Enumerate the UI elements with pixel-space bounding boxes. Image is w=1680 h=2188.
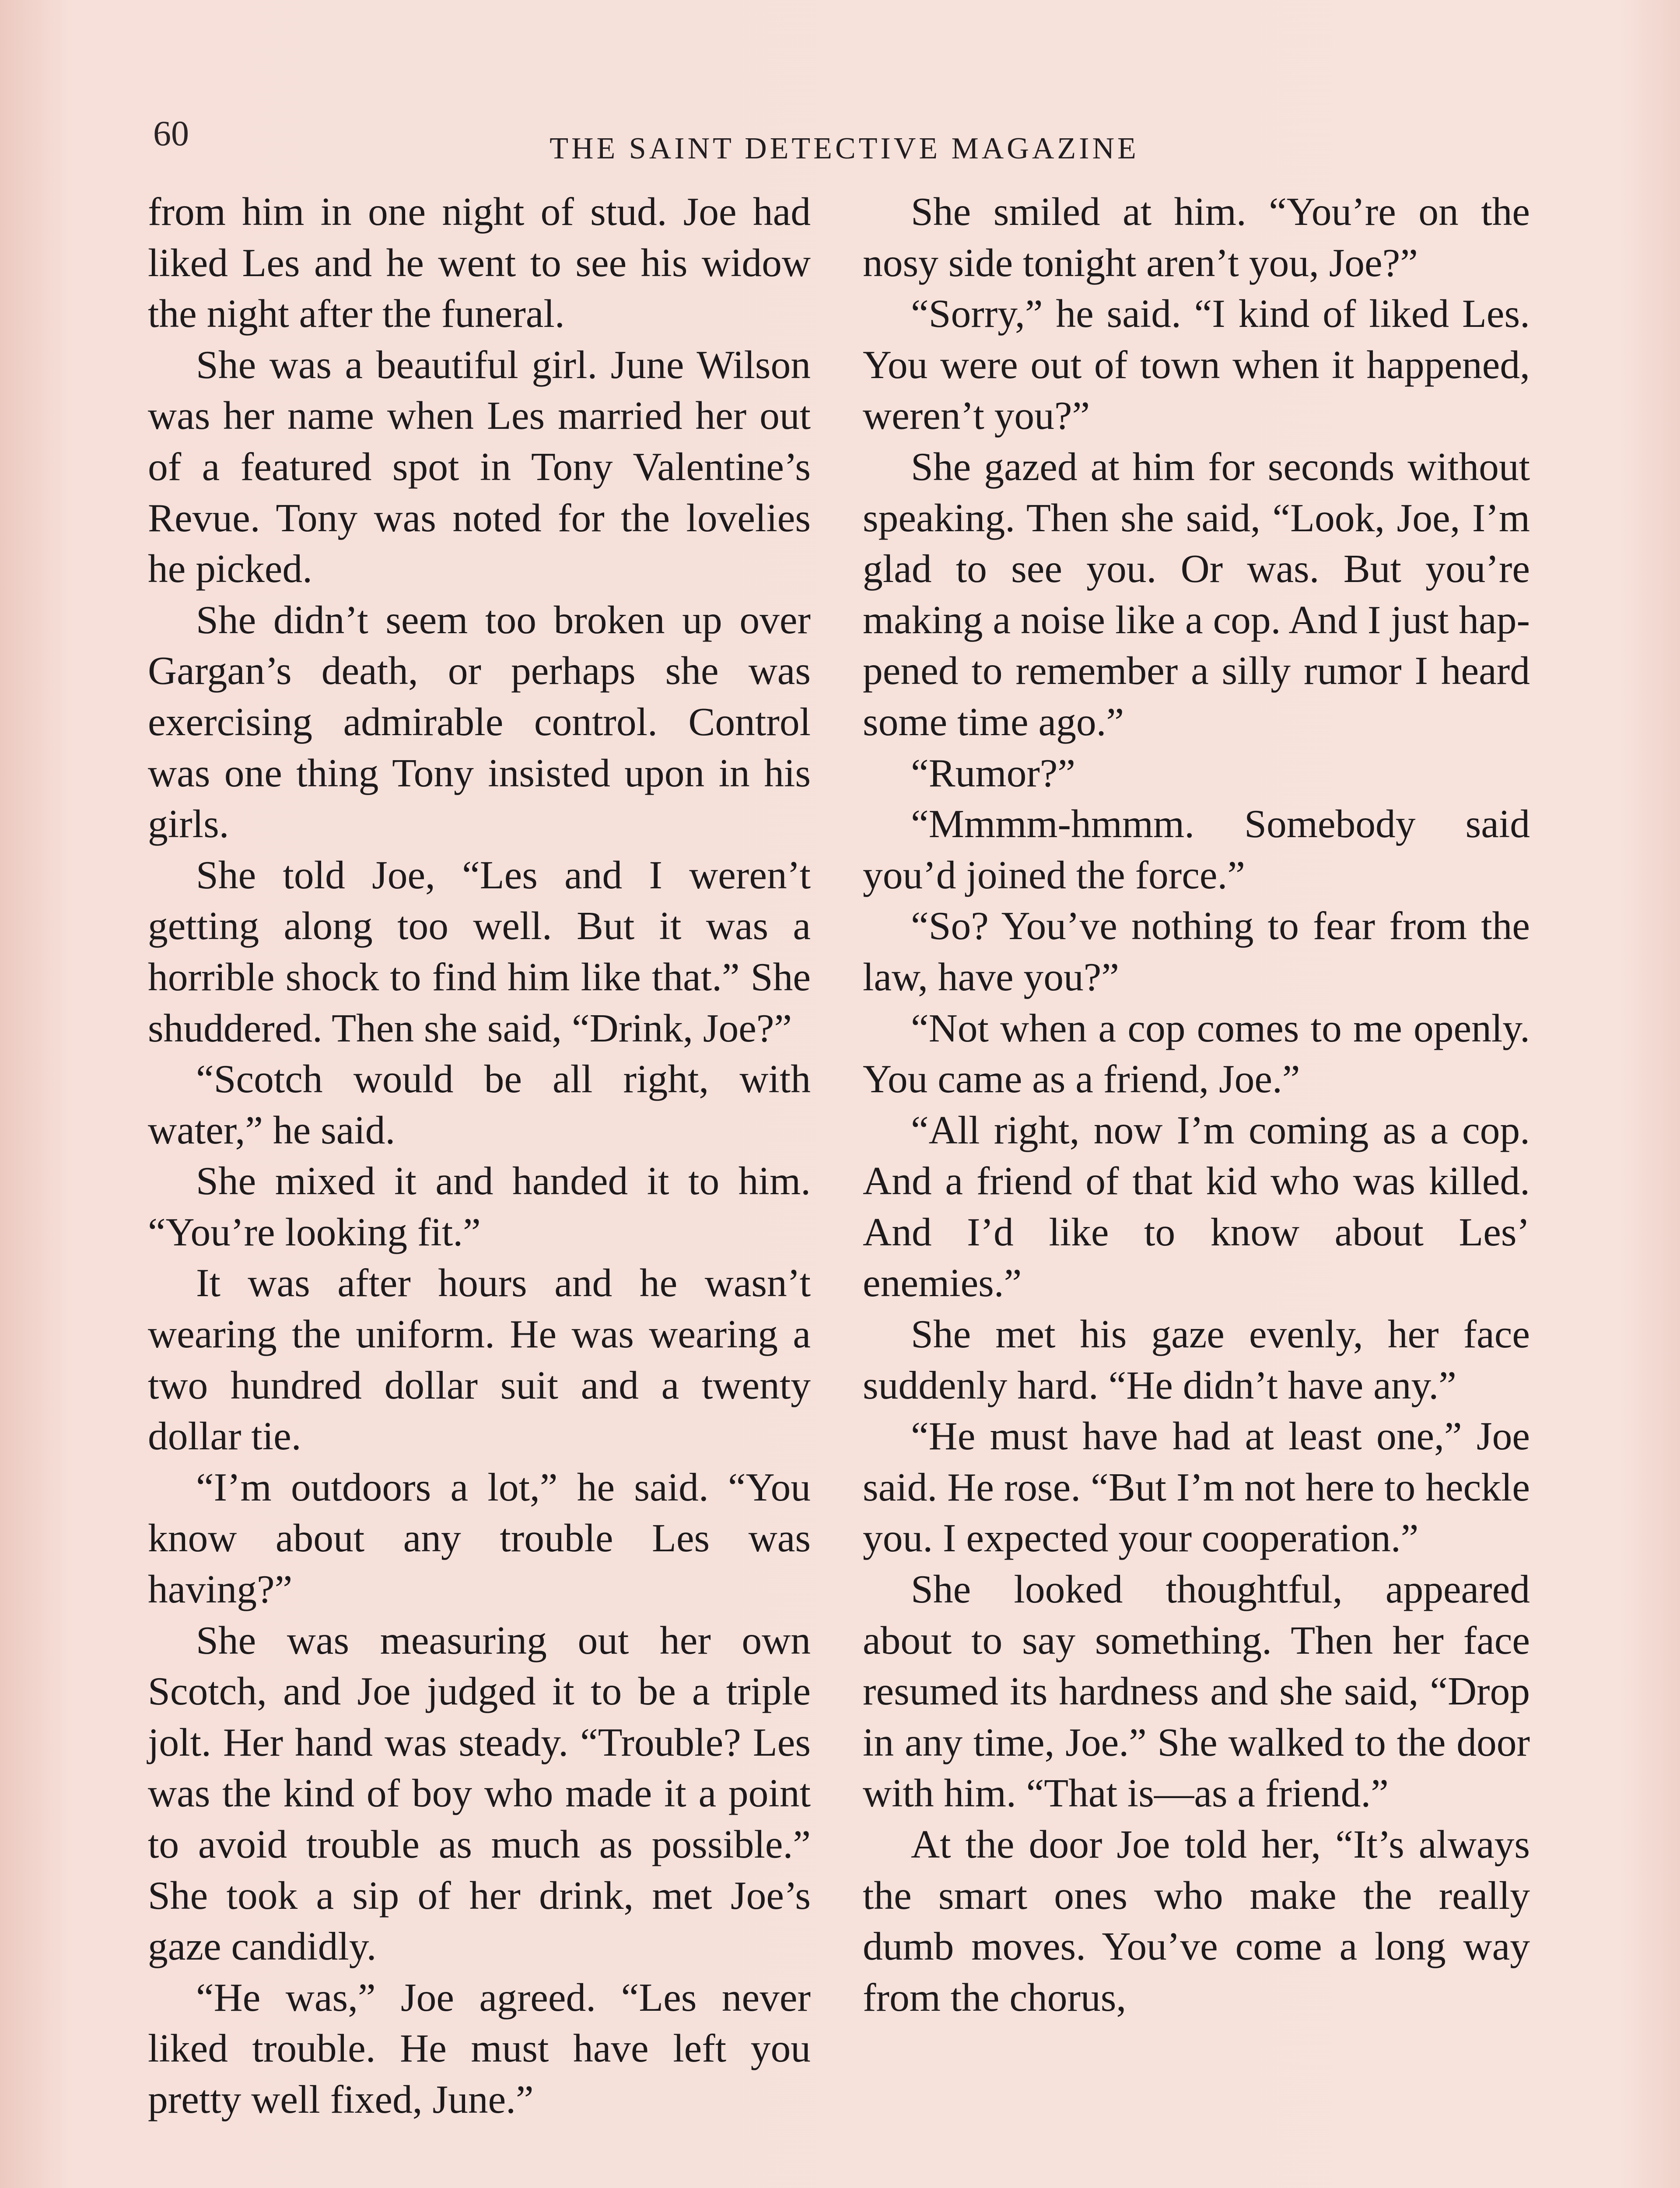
page-number: 60 <box>153 113 189 153</box>
paragraph: It was after hours and he wasn’t wearing the uniform. He was wearing a two hundred dollar suit and a twenty dollar tie. <box>148 1260 811 1459</box>
right-column <box>863 186 1530 2023</box>
paragraph: “All right, now I’m coming as a cop. And a friend of that kid who was killed. And I’d like to know about Les’ enemies.” <box>863 1107 1530 1305</box>
paragraph: “Scotch would be all right, with water,” he said. <box>148 1056 811 1152</box>
paragraph: She was a beautiful girl. June Wilson was her name when Les married her out of a featured spot in Tony Valentine’s Revue. Tony was noted for the lovelies he picked. <box>148 342 811 591</box>
paragraph: “Sorry,” he said. “I kind of liked Les. You were out of town when it happened, weren’t you?” <box>863 291 1530 438</box>
paragraph: She gazed at him for seconds without speaking. Then she said, “Look, Joe, I’m glad to see you. Or was. But you’re making a noise like a cop. And I just happened to remember a silly rumor I heard some time ago.” <box>863 444 1530 744</box>
paragraph: She was measuring out her own Scotch, and Joe judged it to be a triple jolt. Her hand was steady. “Trouble? Les was the kind of boy who made it a point to avoid trouble as much as possible.” She took a sip of her drink, met Joe’s gaze candidly. <box>148 1617 811 1969</box>
paragraph: She smiled at him. “You’re on the nosy side tonight aren’t you, Joe?” <box>863 189 1530 285</box>
paragraph: “Mmmm-hmmm. Somebody said you’d joined the force.” <box>863 801 1530 897</box>
paragraph: “Not when a cop comes to me openly. You came as a friend, Joe.” <box>863 1005 1530 1101</box>
paragraph: She met his gaze evenly, her face suddenly hard. “He didn’t have any.” <box>863 1311 1530 1407</box>
paragraph: She told Joe, “Les and I weren’t getting along too well. But it was a horrible shock to find him like that.” She shuddered. Then she said, “Drink, Joe?” <box>148 852 811 1050</box>
paragraph: She mixed it and handed it to him. “You’re looking fit.” <box>148 1158 811 1254</box>
paragraph: At the door Joe told her, “It’s always the smart ones who make the really dumb moves. You’ve come a long way from the chorus, <box>863 1822 1530 2020</box>
paragraph: She didn’t seem too broken up over Gargan’s death, or perhaps she was exercising admirable control. Control was one thing Tony insisted upon in his girls. <box>148 597 811 846</box>
paragraph: “I’m outdoors a lot,” he said. “You know about any trouble Les was having?” <box>148 1464 811 1612</box>
running-title: THE SAINT DETECTIVE MAGAZINE <box>550 132 1139 165</box>
left-column <box>148 186 811 2125</box>
paragraph: She looked thoughtful, appeared about to say something. Then her face resumed its hardness and she said, “Drop in any time, Joe.” She walked to the door with him. “That is—as a friend.” <box>863 1567 1530 1816</box>
paragraph: “He must have had at least one,” Joe said. He rose. “But I’m not here to heckle you. I expected your cooperation.” <box>863 1413 1530 1560</box>
paragraph: from him in one night of stud. Joe had liked Les and he went to see his widow the night after the funeral. <box>148 189 811 336</box>
paragraph: “Rumor?” <box>911 750 1076 795</box>
paragraph: “So? You’ve nothing to fear from the law, have you?” <box>863 903 1530 999</box>
paragraph: “He was,” Joe agreed. “Les never liked trouble. He must have left you pretty well fixed, June.” <box>148 1974 811 2121</box>
